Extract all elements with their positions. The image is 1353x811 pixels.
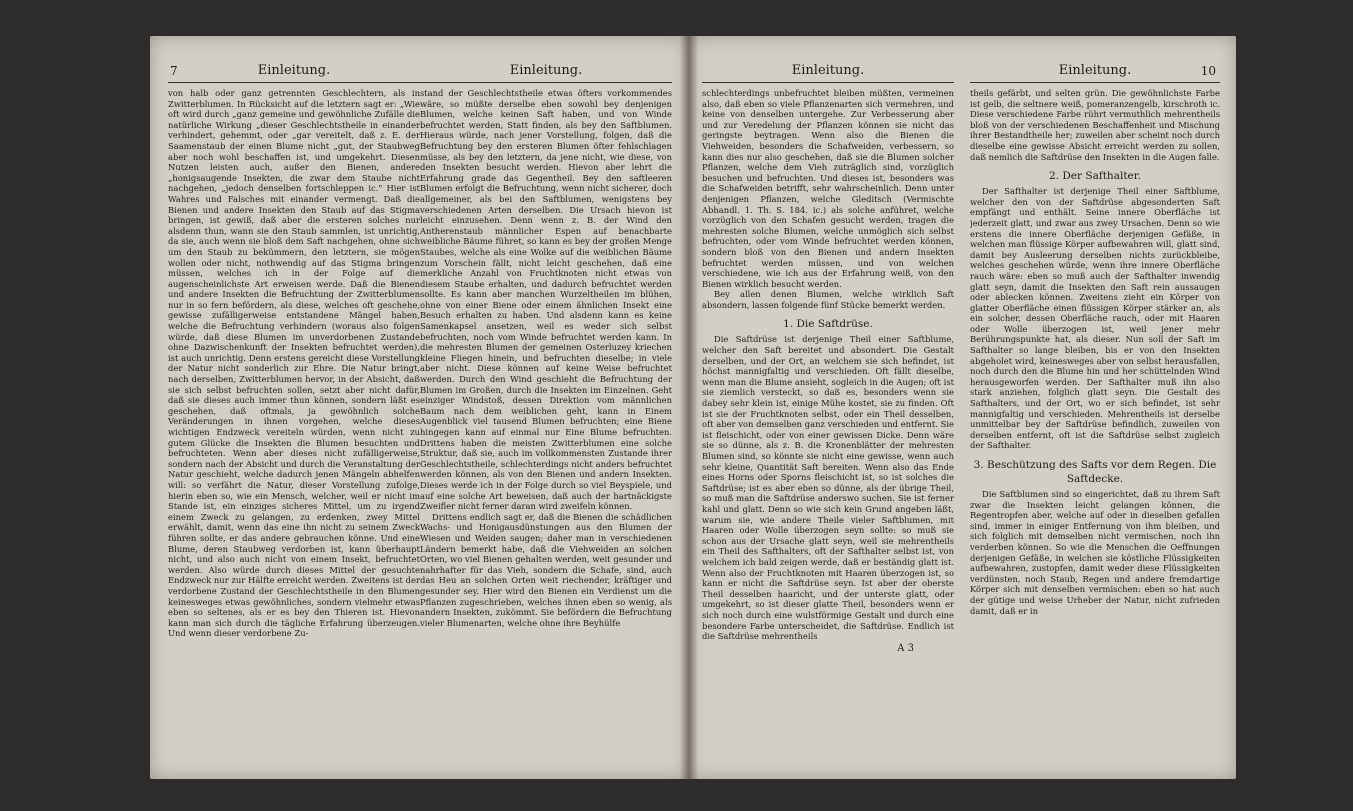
page-number: 7 (170, 64, 178, 78)
right-page (688, 36, 1236, 779)
paragraph: Drittens endlich sagt er, daß die Bienen die schädlichen Wachs- und Honigausdünstungen aus den Blumen der Wiesen und Weiden saugen; daher man in verschiedenen Ländern bemerkt habe, daß die Viehweiden an solchen Orten, wo viel Bienen gehalten werden, weit gesunder und nahrhafter für das Vieh, sondern die Schafe, sind, auch das Heu an solchen Orten weit riechender, kräftiger und gesunder sey. Hier wird den Bienen ein Verdienst um die Pflanzen zugeschrieben, welches ihnen eben so wenig, als andern Insekten, zukömmt. Sie befördern die Befruchtung vieler Blumenarten, welche ohne ihre Beyhülfe (420, 511, 672, 628)
paragraph: Der Safthalter ist derjenige Theil einer Saftblume, welcher den von der Saftdrüse abgesonderten Saft empfängt und enthält. Seine innere Oberfläche ist jederzeit glatt, und zwar aus zwey Ursachen. Denn so wie erstens die innere Oberfläche derjenigen Gefäße, in welchen man flüssige Körper aufbewahren will, glatt sind, damit bey Ausleerung derselben nichts zurückbleibe, welches geschehen würde, wenn ihre innere Oberfläche rauch wäre: eben so muß auch der Safthalter inwendig glatt seyn, damit die Insekten den Saft rein aussaugen oder ablecken können. Zweitens zieht ein Körper von glatter Oberfläche einen flüssigen Körper stärker an, als ein solcher, dessen Oberfläche rauch, oder mit Haaren oder Wolle überzogen ist, weil jener mehr Berührungspunkte hat, als dieser. Nun soll der Saft im Safthalter so lange bleiben, bis er von den Insekten abgeholet wird, keinesweges aber von selbst herausfallen, noch durch den die Blume hin und her schüttelnden Wind herausgeworfen werden. Der Safthalter muß ihn also stark anziehen, folglich glatt seyn. Die Gestalt des Safthalters, und der Ort, wo er sich befindet, ist sehr mannigfaltig und verschieden. Mehrentheils ist derselbe unmittelbar bey der Saftdrüse befindlich, zuweilen von derselben entfernt, oft ist die Saftdrüse selbst zugleich der Safthalter. (970, 186, 1220, 451)
page-number: 10 (1200, 64, 1216, 78)
header-rule (168, 82, 420, 83)
header-title: Einleitung. (257, 63, 331, 78)
paragraph: Bey allen denen Blumen, welche wirklich Saft absondern, lassen folgende fünf Stücke bemerkt werden. (702, 289, 954, 310)
column-page-10 (970, 62, 1220, 773)
section-heading: 2. Der Safthalter. (1049, 170, 1141, 183)
paragraph: von halb oder ganz getrennten Geschlechtern, als in Zwitterblumen. In Rücksicht auf die letztern sagt er: „Wie oft wird durch „ganz gemeine und gewöhnliche Zufälle die natürliche Wirkung „dieser Geschlechtstheile in einander verhindert, gehemmt, oder „gar vereitelt, daß z. E. der Saamenstaub der einen Blume nicht „gut, der Staubweg aber noch wohl beschaffen ist, und umgekehrt. Diesen Nutzen leisten auch, außer den Bienen, andere „honigsaugende Insekten, die zwar dem Staube nicht nachgehen, „jedoch denselben fortschleppen ic." Hier ist Wahres und Falsches mit einander vermengt. Daß die Bienen und andere Insekten den Staub auf das Stigma bringen, ist gewiß, daß aber die ersteren solches nur alsdenn thun, wann sie den Staub sammlen, ist unrichtig, da sie, auch wenn sie bloß dem Saft nachgehen, ohne sich um den Staub zu bekümmern, den letztern, sie mögen wollen oder nicht, nothwendig auf das Stigma bringen müssen, welches ich in der Folge auf die augenscheinlichste Art erweisen werde. Daß die Bienen und andere Insekten die Befruchtung der Zwitterblumen nur in so fern befördern, als diese, welches oft geschehe, gewisse zufälligerweise entstandene Mängel haben, welche die Befruchtung verhindern (woraus also folgen würde, daß diese Blumen im unverdorbenen Zustande ohne Dazwischenkunft der Insekten befruchtet werden), ist auch unrichtig. Denn erstens gereicht diese Vorstellung der Natur nicht sonderlich zur Ehre. Die Natur bringt, nach derselben, Zwitterblumen hervor, in der Absicht, daß sie sich selbst befruchten sollen, setzt aber nicht dafür, daß sie dieses auch immer thun können, sondern läßt es geschehen, daß oftmals, ja gewöhnlich solche Veränderungen in ihnen vorgehen, welche dieses wichtigen Endzweck vereiteln würden, wenn nicht zu gutem Glücke die Insekten die Blumen besuchten und befruchteten. Wenn aber dieses nicht zufälligerweise, sondern nach der Absicht und durch die Veranstaltung der Natur geschieht, welche dadurch jenen Mängeln abhelfen will: so verfährt die Natur, dieser Vorstellung zufolge, hierin eben so, wie ein Mensch, welcher, weil er nicht im Stande ist, ein einziges sicheres Mittel, um zu irgend einem Zweck zu gelangen, zu erdenken, zwey Mittel erwählt, damit, wenn das eine ihn nicht zu seinem Zweck führen sollte, er das andere gebrauchen könne. Und eine Blume, deren Staubweg verdorben ist, kann überhaupt nicht, und also auch nicht von einem Insekt, befruchtet werden. Also würde durch dieses Mittel der gesuchte Endzweck nur zur Hälfte erreicht werden. Zweitens ist der verdorbene Zustand der Geschlechtstheile in den Blumen keinesweges etwas gewöhnliches, sondern vielmehr etwas eben so seltenes, als er es bey den Thieren ist. Hievon kann man sich durch die tägliche Erfahrung überzeugen. Und wenn dieser verdorbene Zu- (168, 88, 420, 639)
book-gutter (680, 36, 698, 779)
paragraph: schlechterdings unbefruchtet bleiben müßten, vermeinen also, daß eben so viele Pflanzenarten sich vermehren, und keine von denselben untergehe. Zur Verbesserung aber und zur Veredelung der Pflanzen können sie nicht das geringste beytragen. Wenn also die Bienen die Viehweiden, besonders die Schafweiden, verbessern, so kann dies nur also geschehen, daß sie die Blumen solcher Pflanzen, welche dem Vieh zuträglich sind, vorzüglich besuchen und befruchten. Und dieses ist, besonders was die Schafweiden betrifft, sehr wahrscheinlich. Denn unter denjenigen Pflanzen, welche Gleditsch (Vermischte Abhandl. 1. Th. S. 184. ic.) als solche anführet, welche vorzüglich von den Schafen gesucht werden, tragen die mehresten solche Blumen, welche unmöglich sich selbst befruchten, oder vom Winde befruchtet werden können, sondern bloß von den Bienen und andern Insekten befruchtet werden müssen, und von welchen verschiedene, wie ich aus der Erfahrung weiß, von den Bienen wirklich besucht werden. (702, 88, 954, 289)
section-heading: 3. Beschützung des Safts vor dem Regen. Die Saftdecke. (973, 459, 1217, 485)
running-header (420, 62, 672, 80)
running-header (702, 62, 954, 80)
signature-mark: A 3 (897, 642, 914, 654)
paragraph: Die Saftdrüse ist derjenige Theil einer Saftblume, welcher den Saft bereitet und absondert. Die Gestalt derselben, und der Ort, an welchem sie sich befindet, ist höchst mannigfaltig und verschieden. Oft fällt dieselbe, wenn man die Blume ansieht, sogleich in die Augen; oft ist sie ziemlich versteckt, so daß es, besonders wenn sie dabey sehr klein ist, einige Mühe kostet, sie zu finden. Oft ist sie der Fruchtknoten selbst, oder ein Theil desselben, oft aber von demselben ganz verschieden und entfernt. Sie ist fleischicht, oder von einer gewissen Dicke. Denn wäre sie so dünne, als z. B. die Kronenblätter der mehresten Blumen sind, so könnte sie nicht eine gewisse, wenn auch sehr kleine, Quantität Saft bereiten. Wenn also das Ende eines Horns oder Sporns fleischicht ist, so ist solches die Saftdrüse; ist es aber eben so dünne, als der übrige Theil, so muß man die Saftdrüse anderswo suchen. Sie ist ferner kahl und glatt. Denn so wie sich kein Grund angeben läßt, warum sie, wie andere Theile vieler Saftblumen, mit Haaren oder Wolle überzogen seyn sollte: so muß sie schon aus der Ursache glatt seyn, weil sie mehrentheils ein Theil des Safthalters, oft der Safthalter selbst ist, von welchem ich bald zeigen werde, daß er beständig glatt ist. Wenn also der Fruchtknoten mit Haaren überzogen ist, so kann er nicht die Saftdrüse seyn. Ist aber der oberste Theil desselben haaricht, und der unterste glatt, oder umgekehrt, so ist dieser glatte Theil, besonders wenn er sich noch durch eine wulstförmige Gestalt und durch eine besondere Farbe unterscheidet, die Saftdrüse. Endlich ist die Saftdrüse mehrentheils (702, 334, 954, 642)
left-page (150, 36, 688, 779)
paragraph: stand der Geschlechtstheile etwas öfters vorkommendes wäre, so müßte derselbe eben sowohl bey denjenigen Blumen, welche keinen Saft haben, und von Winde befruchtet werden, Statt finden, als bey den Saftblumen. Hieraus würde, nach jener Vorstellung, folgen, daß die Befruchtung bey den ersteren Blumen öfter fehlschlagen müsse, als bey den letztern, da jene nicht, wie diese, von den Insekten besucht werden. Hievon aber lehrt die Erfahrung grade das Gegentheil. Bey den saftleeren Blumen erfolgt die Befruchtung, wenn nicht sicherer, doch allgemeiner, als bei den Saftblumen, wenigstens bey verschiedenen Arten derselben. Die Ursach hievon ist leicht einzusehen. Denn wenn z. B. der Wind den Antherenstaub männlicher Espen auf benachbarte weibliche Bäume führet, so kann es bey der großen Menge Staubes, welche als eine Wolke auf die weiblichen Bäume zum Vorschein fällt, nicht leicht geschehen, daß eine merkliche Anzahl von Fruchtknoten nicht etwas von diesem Staube erhalten, und dadurch befruchtet werden sollte. Es kann aber manchen Wurzeltheilen im blühen, ohne von einer Biene oder einem ähnlichen Insekt eine Besuch erhalten zu haben. Und alsdenn kann es keine Samenkapsel ansetzen, weil es weder sich selbst befruchten, noch vom Winde befruchtet werden kann. In die mehresten Blumen der gemeinen Osterluzey kriechen kleine Fliegen hinein, und befruchten dieselbe; in viele aber nicht. Diese können auf keine Weise befruchtet werden. Durch den Wind geschieht die Befruchtung der Blumen im Großen, durch die Insekten im Einzelnen. Geht einziger Windstoß, dessen Direktion vom männlichen Baum nach dem weiblichen geht, kann in Einem Augenblick viel tausend Blumen befruchten; eine Biene hingegen kann auf einmal nur Eine Blume befruchten. Drittens haben die meisten Zwitterblumen eine solche Struktur, daß sie, auch im vollkommensten Zustande ihrer Geschlechtstheile, schlechterdings nicht anders befruchtet werden können, als von den Bienen und andern Insekten. Dieses werde ich in der Folge durch so viel Beyspiele, und auf eine solche Art beweisen, daß auch der hartnäckigste Zweifler nicht ferner daran wird zweifeln können. (420, 88, 672, 512)
running-header (168, 62, 420, 80)
section-heading: 1. Die Saftdrüse. (783, 318, 873, 331)
column-page-9 (702, 62, 954, 773)
header-rule (420, 82, 672, 83)
running-header (970, 62, 1220, 80)
header-title: Einleitung. (791, 63, 865, 78)
header-rule (702, 82, 954, 83)
column-page-7 (168, 62, 420, 773)
column-page-8 (420, 62, 672, 773)
paragraph: Die Saftblumen sind so eingerichtet, daß zu ihrem Saft zwar die Insekten leicht gelangen können, die Regentropfen aber, welche auf oder in dieselben gefallen sind, immer in einiger Entfernung von ihm bleiben, und sich folglich mit demselben nicht vermischen, noch ihn verderben können. So wie die Menschen die Oeffnungen derjenigen Gefäße, in welchen sie köstliche Flüssigkeiten aufbewahren, zustopfen, damit weder diese Flüssigkeiten verdünsten, noch Staub, Regen und andere fremdartige Körper sich mit denselben vermischen: eben so hat auch der gütige und weise Urheber der Natur, nicht zufrieden damit, daß er in (970, 489, 1220, 616)
paragraph: theils gefärbt, und selten grün. Die gewöhnlichste Farbe ist gelb, die seltnere weiß, pomeranzengelb, kirschroth ic. Diese verschiedene Farbe rührt vermuthlich mehrentheils bloß von der verschiedenen Beschaffenheit und Mischung ihrer Bestandtheile her; zuweilen aber scheint noch durch dieselbe eine gewisse Absicht erreicht werden zu sollen, daß nemlich die Saftdrüse den Insekten in die Augen falle. (970, 88, 1220, 162)
header-rule (970, 82, 1220, 83)
header-title: Einleitung. (1058, 63, 1132, 78)
header-title: Einleitung. (509, 63, 583, 78)
